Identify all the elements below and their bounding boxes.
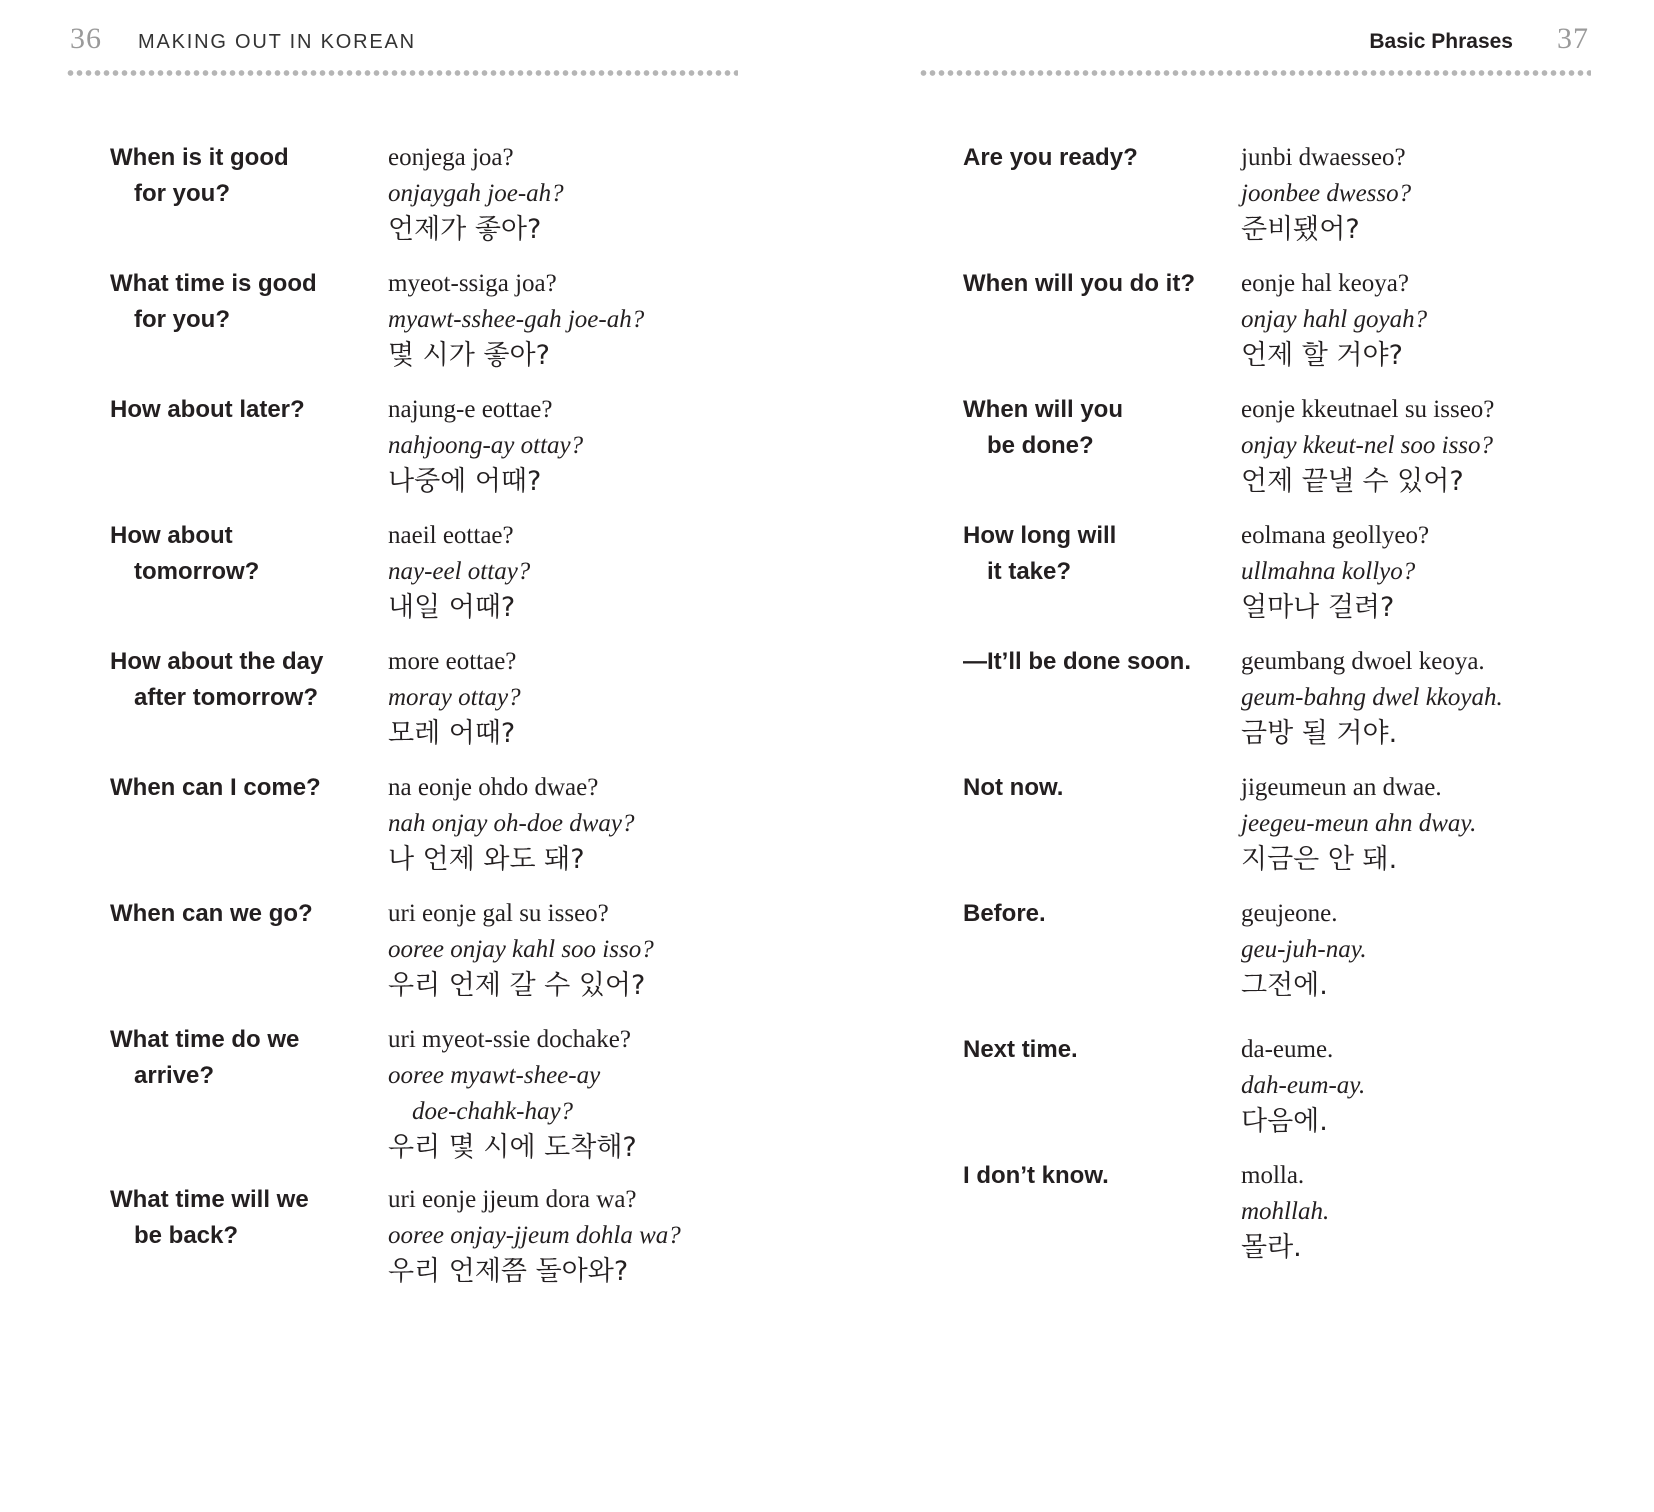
phrase-entry bbox=[110, 1182, 810, 1290]
pronunciation bbox=[388, 932, 810, 968]
english-line: arrive? bbox=[134, 1062, 215, 1089]
romanization: geumbang dwoel keoya. bbox=[1241, 648, 1485, 675]
romanization: geujeone. bbox=[1241, 900, 1338, 927]
hangul-text: 다음에. bbox=[1241, 1106, 1328, 1137]
romanization: myeot-ssiga joa? bbox=[388, 270, 557, 297]
phrase-entry bbox=[110, 770, 810, 896]
phrase-entry bbox=[110, 644, 810, 770]
phrase-entry bbox=[110, 392, 810, 518]
pronunciation-line: joonbee dwesso? bbox=[1241, 180, 1412, 207]
english-phrase bbox=[963, 1032, 1241, 1068]
pronunciation-line: mohllah. bbox=[1241, 1198, 1330, 1225]
pronunciation bbox=[1241, 1068, 1654, 1104]
hangul-text: 우리 언제 갈 수 있어? bbox=[388, 970, 646, 1001]
english-line: after tomorrow? bbox=[134, 684, 319, 711]
english-line: How about the day bbox=[110, 648, 324, 675]
hangul-text: 준비됐어? bbox=[1241, 214, 1360, 245]
dotted-rule bbox=[66, 70, 738, 76]
english-line: What time do we bbox=[110, 1026, 300, 1053]
english-phrase bbox=[963, 896, 1241, 932]
pronunciation bbox=[388, 680, 810, 716]
romanization: eonjega joa? bbox=[388, 144, 514, 171]
pronunciation bbox=[388, 176, 810, 212]
english-phrase bbox=[110, 770, 388, 806]
hangul-text: 그전에. bbox=[1241, 970, 1328, 1001]
romanization: najung-e eottae? bbox=[388, 396, 553, 423]
phrase-entry bbox=[963, 770, 1654, 896]
phrase-entry bbox=[963, 266, 1654, 392]
korean-translation bbox=[1241, 266, 1654, 374]
hangul-text: 우리 몇 시에 도착해? bbox=[388, 1132, 637, 1163]
english-line: for you? bbox=[134, 180, 230, 207]
english-line: What time is good bbox=[110, 270, 317, 297]
pronunciation-line: dah-eum-ay. bbox=[1241, 1072, 1366, 1099]
phrase-entry bbox=[110, 518, 810, 644]
hangul-text: 모레 어때? bbox=[388, 718, 516, 749]
phrase-entry bbox=[963, 392, 1654, 518]
phrase-entry bbox=[963, 140, 1654, 266]
pronunciation-line: onjaygah joe-ah? bbox=[388, 180, 564, 207]
english-line: for you? bbox=[134, 306, 230, 333]
hangul-text: 언제가 좋아? bbox=[388, 214, 542, 245]
pronunciation bbox=[1241, 932, 1654, 968]
english-phrase bbox=[110, 644, 388, 716]
english-line: When can we go? bbox=[110, 900, 313, 927]
pronunciation bbox=[1241, 680, 1654, 716]
pronunciation-line: jeegeu-meun ahn dway. bbox=[1241, 810, 1477, 837]
pronunciation-line: onjay kkeut-nel soo isso? bbox=[1241, 432, 1494, 459]
hangul-text: 우리 언제쯤 돌아와? bbox=[388, 1256, 629, 1287]
romanization: junbi dwaesseo? bbox=[1241, 144, 1406, 171]
korean-translation bbox=[388, 644, 810, 752]
phrase-entry bbox=[110, 1022, 810, 1182]
english-phrase bbox=[963, 644, 1241, 680]
phrase-entry bbox=[963, 1158, 1654, 1266]
korean-translation bbox=[1241, 1158, 1654, 1266]
english-phrase bbox=[110, 896, 388, 932]
english-phrase bbox=[963, 770, 1241, 806]
romanization: uri myeot-ssie dochake? bbox=[388, 1026, 631, 1053]
pronunciation bbox=[1241, 1194, 1654, 1230]
phrase-entry bbox=[963, 644, 1654, 770]
pronunciation-line: nahjoong-ay ottay? bbox=[388, 432, 584, 459]
english-line: When is it good bbox=[110, 144, 289, 171]
romanization: more eottae? bbox=[388, 648, 517, 675]
korean-translation bbox=[1241, 392, 1654, 500]
korean-translation bbox=[388, 518, 810, 626]
right-page bbox=[827, 0, 1654, 1512]
english-line: When can I come? bbox=[110, 774, 321, 801]
english-phrase bbox=[110, 518, 388, 590]
english-line: be back? bbox=[134, 1222, 239, 1249]
romanization: da-eume. bbox=[1241, 1036, 1334, 1063]
right-header bbox=[919, 22, 1589, 62]
pronunciation bbox=[388, 1218, 810, 1254]
romanization: eonje hal keoya? bbox=[1241, 270, 1409, 297]
pronunciation bbox=[1241, 806, 1654, 842]
romanization: jigeumeun an dwae. bbox=[1241, 774, 1442, 801]
pronunciation bbox=[388, 806, 810, 842]
korean-translation bbox=[388, 392, 810, 500]
english-line: How long will bbox=[963, 522, 1117, 549]
romanization: molla. bbox=[1241, 1162, 1305, 1189]
english-phrase bbox=[963, 1158, 1241, 1194]
pronunciation-line: moray ottay? bbox=[388, 684, 521, 711]
dotted-rule bbox=[919, 70, 1591, 76]
romanization: uri eonje gal su isseo? bbox=[388, 900, 609, 927]
hangul-text: 나중에 어때? bbox=[388, 466, 542, 497]
korean-translation bbox=[1241, 644, 1654, 752]
running-head: Basic Phrases bbox=[1369, 30, 1513, 53]
pronunciation-line: geum-bahng dwel kkoyah. bbox=[1241, 684, 1503, 711]
pronunciation bbox=[388, 554, 810, 590]
pronunciation-line: doe-chahk-hay? bbox=[412, 1098, 574, 1125]
hangul-text: 얼마나 걸려? bbox=[1241, 592, 1395, 623]
pronunciation bbox=[388, 428, 810, 464]
romanization: eolmana geollyeo? bbox=[1241, 522, 1430, 549]
english-phrase bbox=[110, 1182, 388, 1254]
phrase-entry bbox=[963, 896, 1654, 1032]
english-phrase bbox=[963, 392, 1241, 464]
pronunciation bbox=[1241, 302, 1654, 338]
left-header bbox=[70, 22, 740, 62]
page-number: 36 bbox=[70, 22, 102, 55]
english-line: be done? bbox=[987, 432, 1094, 459]
romanization: eonje kkeutnael su isseo? bbox=[1241, 396, 1495, 423]
english-phrase bbox=[110, 266, 388, 338]
english-line: When will you bbox=[963, 396, 1123, 423]
pronunciation bbox=[388, 302, 810, 338]
phrase-list bbox=[963, 140, 1654, 1266]
korean-translation bbox=[1241, 1032, 1654, 1140]
hangul-text: 언제 끝낼 수 있어? bbox=[1241, 466, 1464, 497]
english-line: I don’t know. bbox=[963, 1162, 1109, 1189]
pronunciation-line: geu-juh-nay. bbox=[1241, 936, 1367, 963]
english-line: Next time. bbox=[963, 1036, 1078, 1063]
romanization: naeil eottae? bbox=[388, 522, 514, 549]
hangul-text: 나 언제 와도 돼? bbox=[388, 844, 585, 875]
english-line: tomorrow? bbox=[134, 558, 260, 585]
hangul-text: 몇 시가 좋아? bbox=[388, 340, 550, 371]
korean-translation bbox=[1241, 770, 1654, 878]
pronunciation-line: ooree onjay-jjeum dohla wa? bbox=[388, 1222, 681, 1249]
english-line: How about bbox=[110, 522, 233, 549]
pronunciation-line: nay-eel ottay? bbox=[388, 558, 531, 585]
pronunciation bbox=[1241, 554, 1654, 590]
english-phrase bbox=[963, 518, 1241, 590]
korean-translation bbox=[1241, 518, 1654, 626]
pronunciation-line: ooree myawt-shee-ay bbox=[388, 1062, 601, 1089]
english-phrase bbox=[963, 266, 1241, 302]
english-phrase bbox=[110, 1022, 388, 1094]
english-line: When will you do it? bbox=[963, 270, 1195, 297]
romanization: na eonje ohdo dwae? bbox=[388, 774, 599, 801]
pronunciation bbox=[1241, 176, 1654, 212]
page-number: 37 bbox=[1557, 22, 1589, 55]
english-line: —It’ll be done soon. bbox=[963, 648, 1191, 675]
korean-translation bbox=[1241, 896, 1654, 1004]
pronunciation-line: ooree onjay kahl soo isso? bbox=[388, 936, 654, 963]
hangul-text: 지금은 안 돼. bbox=[1241, 844, 1398, 875]
pronunciation-line: nah onjay oh-doe dway? bbox=[388, 810, 635, 837]
pronunciation-line: ullmahna kollyo? bbox=[1241, 558, 1416, 585]
english-line: Not now. bbox=[963, 774, 1064, 801]
korean-translation bbox=[388, 770, 810, 878]
hangul-text: 금방 될 거야. bbox=[1241, 718, 1398, 749]
pronunciation bbox=[1241, 428, 1654, 464]
phrase-entry bbox=[110, 896, 810, 1022]
hangul-text: 내일 어때? bbox=[388, 592, 516, 623]
english-phrase bbox=[110, 140, 388, 212]
english-phrase bbox=[963, 140, 1241, 176]
phrase-entry bbox=[963, 1032, 1654, 1158]
korean-translation bbox=[388, 896, 810, 1004]
korean-translation bbox=[388, 140, 810, 248]
korean-translation bbox=[388, 1022, 810, 1166]
english-phrase bbox=[110, 392, 388, 428]
english-line: it take? bbox=[987, 558, 1072, 585]
hangul-text: 몰라. bbox=[1241, 1232, 1302, 1263]
korean-translation bbox=[388, 1182, 810, 1290]
korean-translation bbox=[388, 266, 810, 374]
english-line: What time will we bbox=[110, 1186, 309, 1213]
hangul-text: 언제 할 거야? bbox=[1241, 340, 1403, 371]
english-line: How about later? bbox=[110, 396, 305, 423]
pronunciation-line: myawt-sshee-gah joe-ah? bbox=[388, 306, 645, 333]
phrase-entry bbox=[110, 266, 810, 392]
korean-translation bbox=[1241, 140, 1654, 248]
pronunciation-line: onjay hahl goyah? bbox=[1241, 306, 1428, 333]
phrase-entry bbox=[963, 518, 1654, 644]
romanization: uri eonje jjeum dora wa? bbox=[388, 1186, 637, 1213]
english-line: Before. bbox=[963, 900, 1046, 927]
phrase-list bbox=[110, 140, 810, 1290]
running-head: MAKING OUT IN KOREAN bbox=[138, 31, 416, 53]
english-line: Are you ready? bbox=[963, 144, 1138, 171]
phrase-entry bbox=[110, 140, 810, 266]
pronunciation bbox=[388, 1058, 810, 1130]
